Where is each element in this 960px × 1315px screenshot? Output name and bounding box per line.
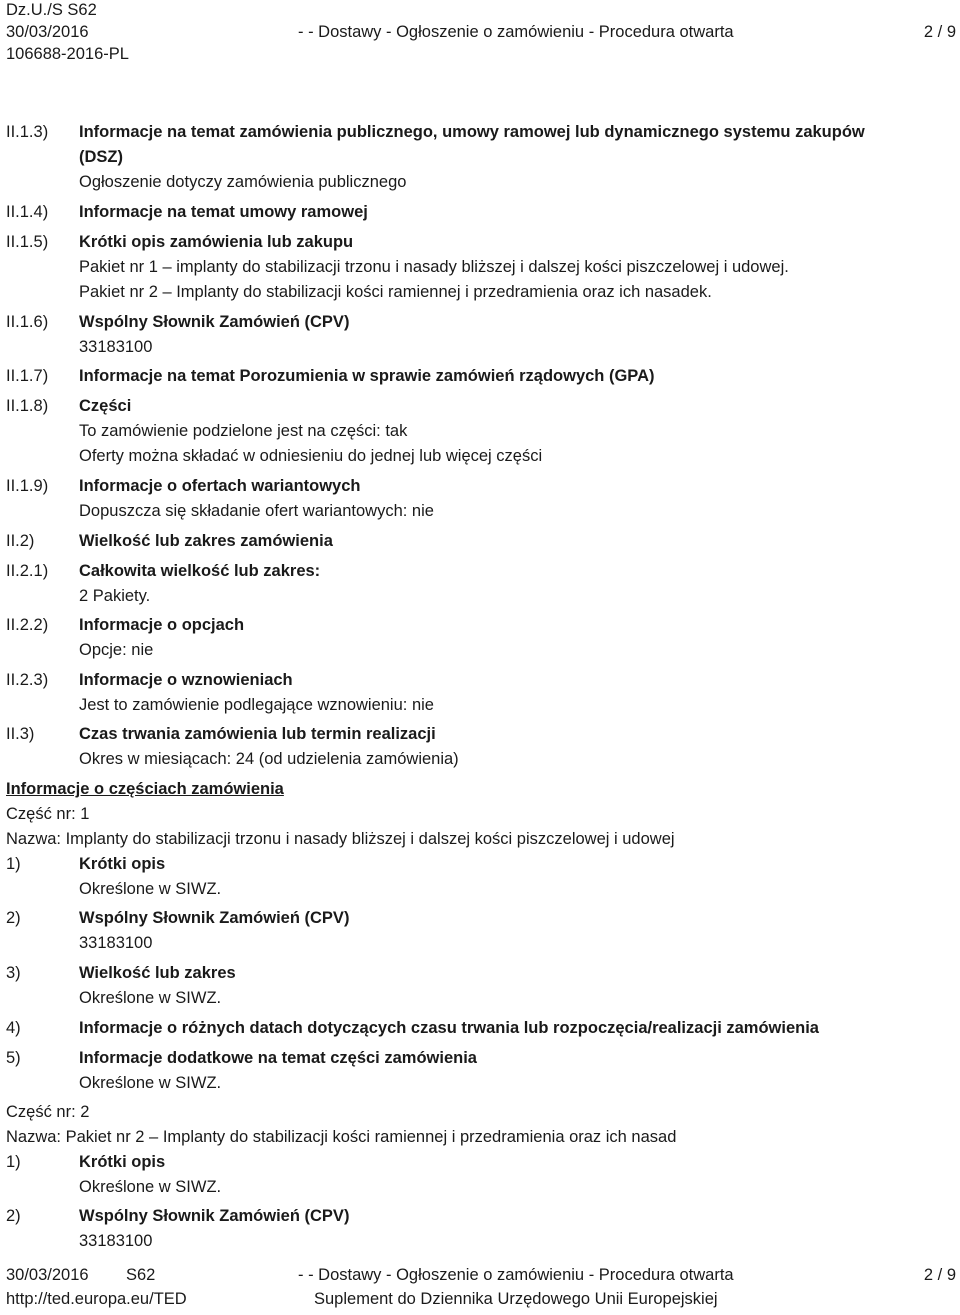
section-heading: Informacje na temat zamówienia publicznego, umowy ramowej lub dynamicznego systemu zakupów [79,123,865,141]
page-footer [0,1263,960,1315]
lot-item-heading: Wspólny Słownik Zamówień (CPV) [79,909,350,927]
section-text: 2 Pakiety. [79,587,151,605]
section-number: II.2.2) [6,616,49,634]
footer-title: - - Dostawy - Ogłoszenie o zamówieniu - Procedura otwarta [298,1266,734,1284]
section-number: II.2.3) [6,671,49,689]
footer-series: S62 [126,1266,156,1284]
section-number: II.1.5) [6,233,49,251]
page-header [0,0,960,63]
lot-item-value: Określone w SIWZ. [79,1178,222,1196]
lot-item-heading: Informacje o różnych datach dotyczących czasu trwania lub rozpoczęcia/realizacji zamówienia [79,1019,819,1037]
section-text: Oferty można składać w odniesieniu do jednej lub więcej części [79,447,543,465]
section-heading: Wspólny Słownik Zamówień (CPV) [79,313,350,331]
lot-number: Część nr: 2 [6,1103,90,1121]
lot-name: Nazwa: Pakiet nr 2 – Implanty do stabilizacji kości ramiennej i przedramienia oraz ich nasad [6,1128,677,1146]
lot-number: Część nr: 1 [6,805,90,823]
lot-item-number: 1) [6,1153,21,1171]
section-heading: Informacje o opcjach [79,616,245,634]
section-number: II.1.4) [6,203,49,221]
section-text: To zamówienie podzielone jest na części: tak [79,422,408,440]
section-heading: Wielkość lub zakres zamówienia [79,532,333,550]
cpv-code: 33183100 [79,338,153,356]
lot-item-number: 4) [6,1019,21,1037]
section-text: Pakiet nr 2 – Implanty do stabilizacji kości ramiennej i przedramienia oraz ich nasadek. [79,283,712,301]
section-number: II.1.8) [6,397,49,415]
lot-item-value: Określone w SIWZ. [79,989,222,1007]
footer-url-link[interactable]: http://ted.europa.eu/TED [6,1290,187,1308]
lot-item-heading: Krótki opis [79,855,166,873]
section-heading: Części [79,397,132,415]
lot-item-heading: Krótki opis [79,1153,166,1171]
footer-date: 30/03/2016 [6,1266,89,1284]
section-text: Okres w miesiącach: 24 (od udzielenia zamówienia) [79,750,459,768]
journal-ref: Dz.U./S S62 [6,1,97,19]
section-heading: Krótki opis zamówienia lub zakupu [79,233,354,251]
section-text: Jest to zamówienie podlegające wznowieniu: nie [79,696,434,714]
page-number: 2 / 9 [923,23,956,41]
section-number: II.1.7) [6,367,49,385]
footer-page-number: 2 / 9 [923,1266,956,1284]
lot-item-heading: Wielkość lub zakres [79,964,236,982]
section-text: Opcje: nie [79,641,154,659]
section-heading: Informacje na temat umowy ramowej [79,203,368,221]
lots-heading: Informacje o częściach zamówienia [6,780,284,798]
section-number: II.1.3) [6,123,49,141]
section-number: II.2.1) [6,562,49,580]
section-heading: Informacje na temat Porozumienia w sprawie zamówień rządowych (GPA) [79,367,655,385]
lot-item-number: 2) [6,1207,21,1225]
lot-item-number: 3) [6,964,21,982]
section-heading: Informacje o ofertach wariantowych [79,477,361,495]
section-number: II.1.9) [6,477,49,495]
section-number: II.2) [6,532,35,550]
cpv-code: 33183100 [79,934,153,952]
lot-item-number: 1) [6,855,21,873]
lot-item-number: 2) [6,909,21,927]
section-heading-cont: (DSZ) [79,148,123,166]
section-heading: Czas trwania zamówienia lub termin realizacji [79,725,436,743]
footer-supplement: Suplement do Dziennika Urzędowego Unii Europejskiej [314,1290,718,1308]
header-title: - - Dostawy - Ogłoszenie o zamówieniu - Procedura otwarta [298,23,734,41]
lot-item-heading: Informacje dodatkowe na temat części zamówienia [79,1049,477,1067]
notice-id: 106688-2016-PL [6,45,129,63]
lot-item-value: Określone w SIWZ. [79,880,222,898]
section-text: Dopuszcza się składanie ofert wariantowych: nie [79,502,434,520]
lot-item-value: Określone w SIWZ. [79,1074,222,1092]
section-number: II.1.6) [6,313,49,331]
cpv-code: 33183100 [79,1232,153,1250]
section-text: Ogłoszenie dotyczy zamówienia publicznego [79,173,407,191]
lot-item-heading: Wspólny Słownik Zamówień (CPV) [79,1207,350,1225]
section-heading: Informacje o wznowieniach [79,671,293,689]
lot-item-number: 5) [6,1049,21,1067]
publication-date: 30/03/2016 [6,23,89,41]
section-heading: Całkowita wielkość lub zakres: [79,562,321,580]
section-number: II.3) [6,725,35,743]
lot-name: Nazwa: Implanty do stabilizacji trzonu i nasady bliższej i dalszej kości piszczelowej i udowej [6,830,675,848]
section-text: Pakiet nr 1 – implanty do stabilizacji trzonu i nasady bliższej i dalszej kości piszczelowej i udowej. [79,258,789,276]
